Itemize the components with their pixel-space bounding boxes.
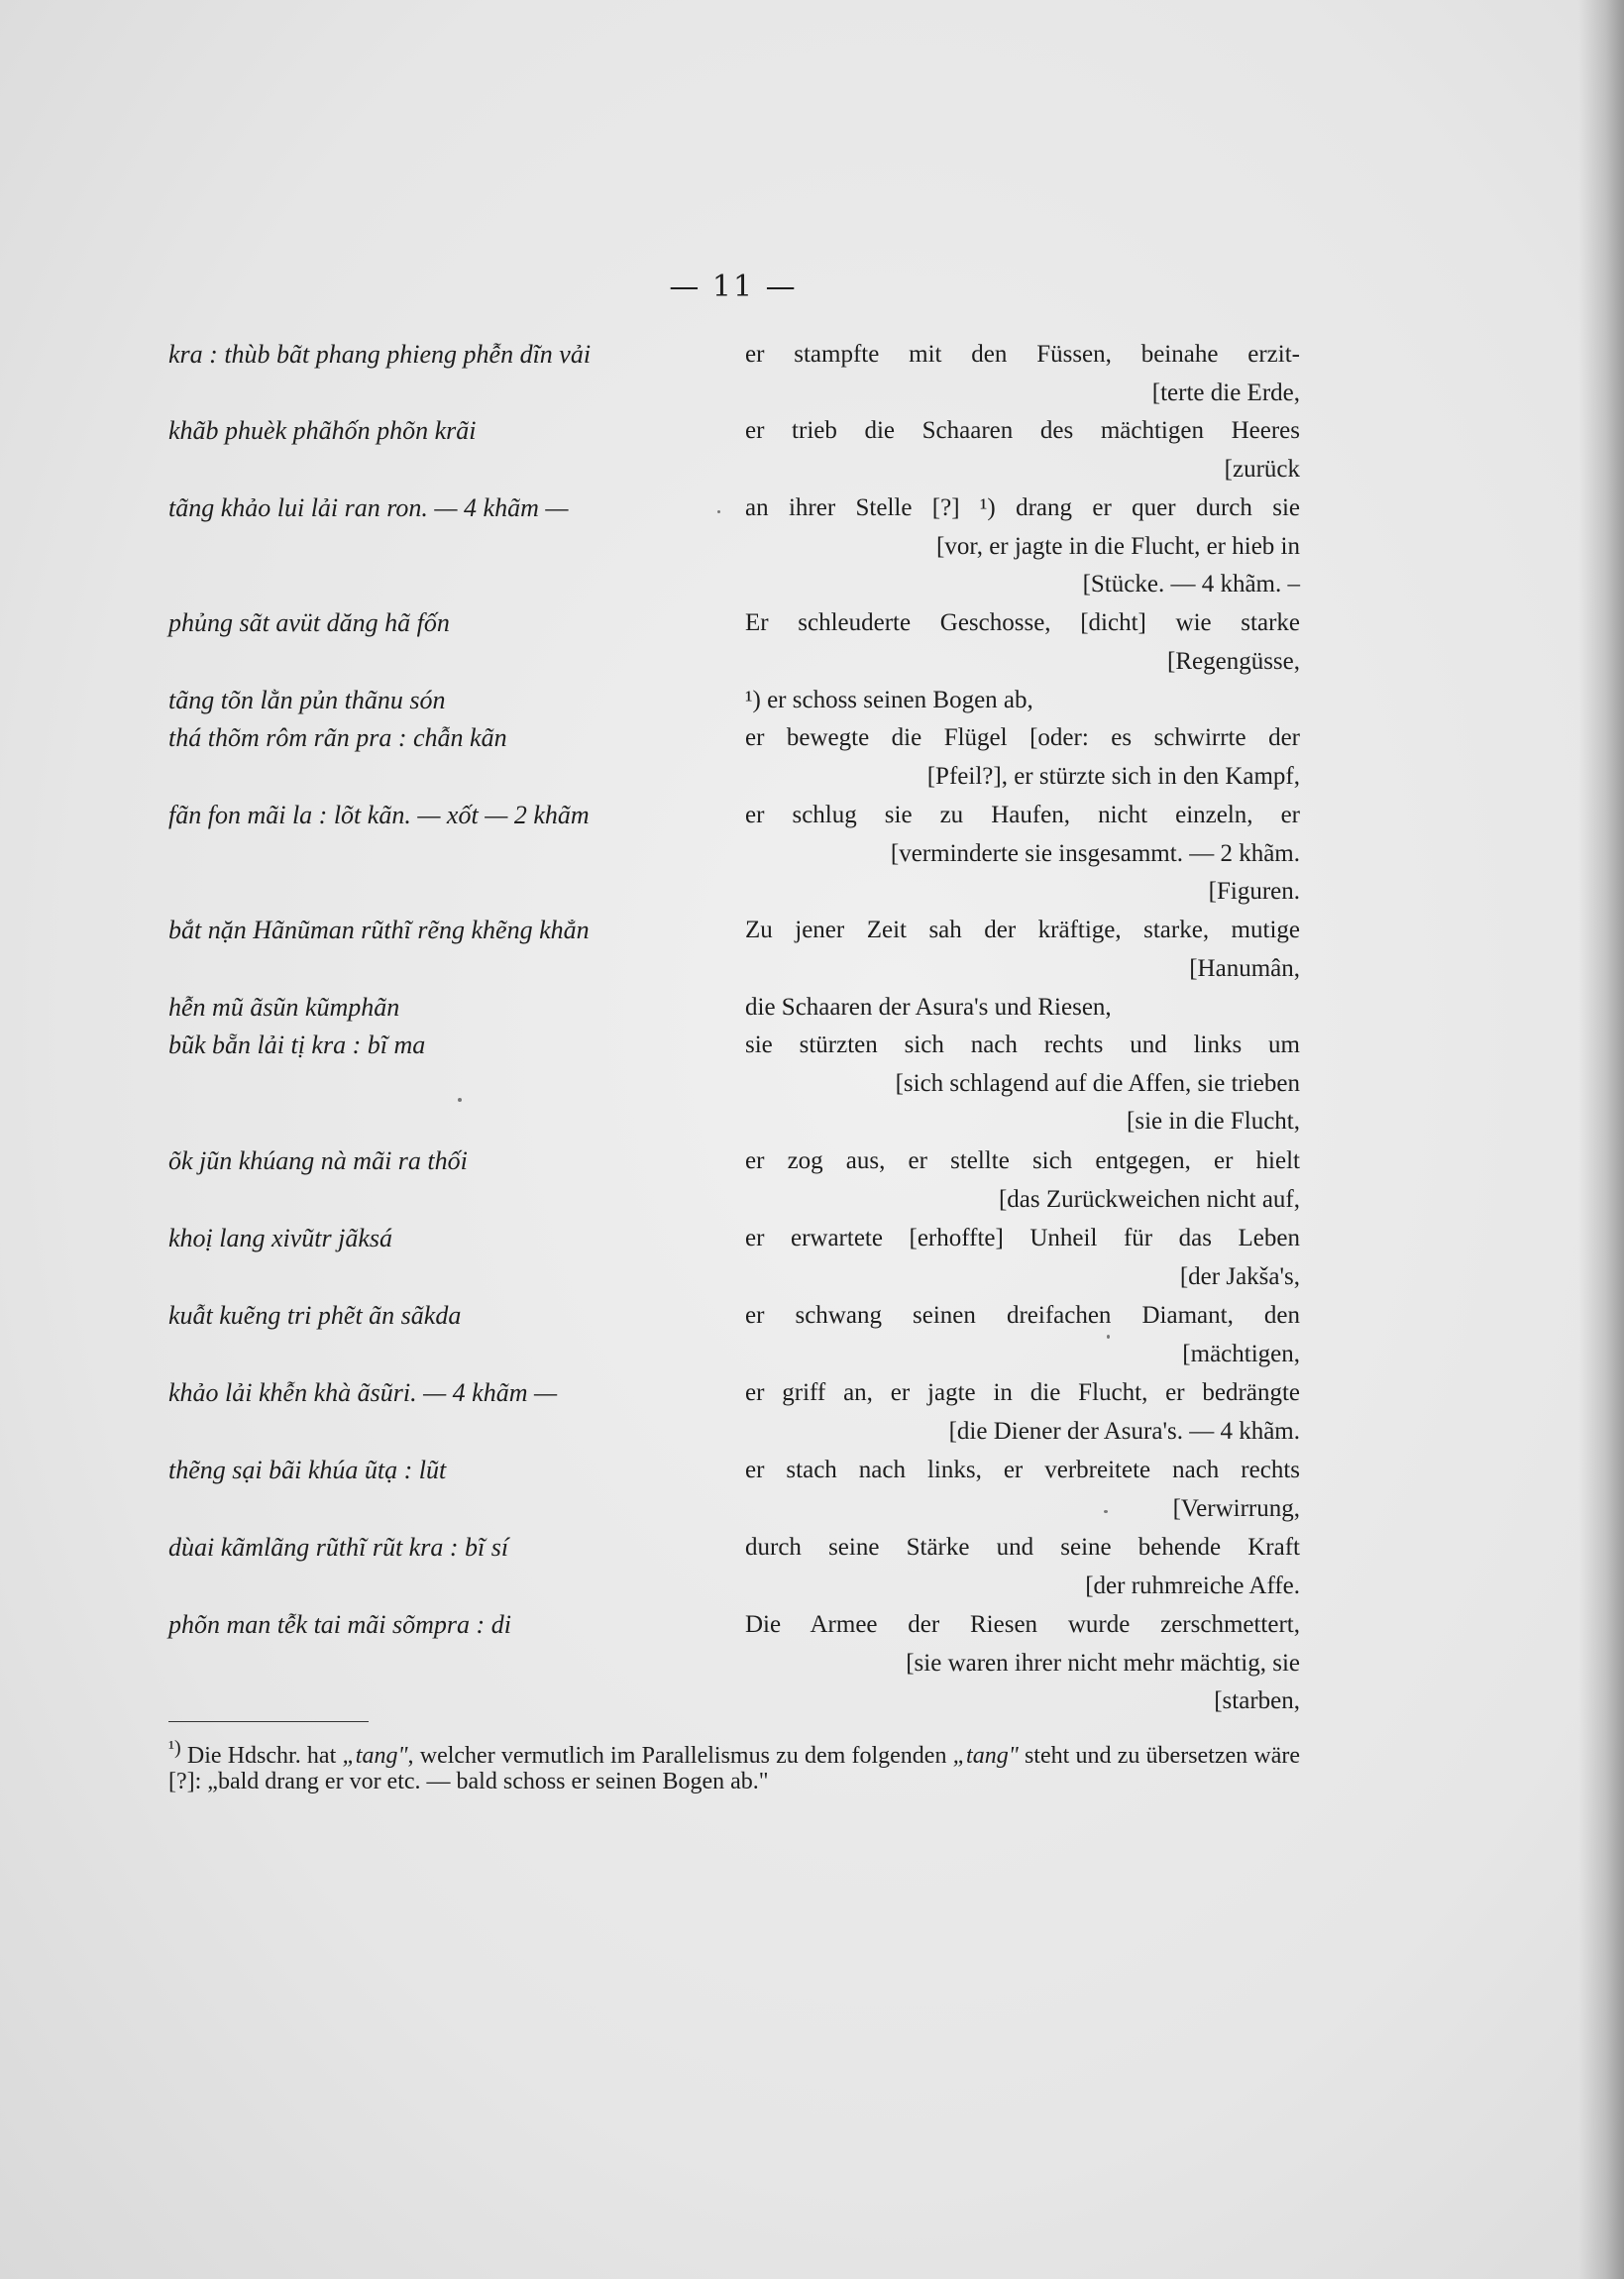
translation-line: [starben, (1214, 1687, 1300, 1714)
translation-line: [vor, er jagte in die Flucht, er hieb in (936, 532, 1300, 560)
page-edge-shadow (1578, 0, 1624, 2279)
german-translation (745, 1142, 1300, 1219)
translation-line: [der Jakša's, (1179, 1262, 1300, 1290)
translation-line: [Regengüsse, (1167, 647, 1300, 675)
translation-line: er schlug sie zu Haufen, nicht einzeln, er (745, 802, 1300, 828)
scan-speck (458, 1098, 462, 1102)
translation-line: er zog aus, er stellte sich entgegen, er hielt (745, 1147, 1300, 1174)
thai-verse: fãn fon mãi la : lõt kãn. — xốt — 2 khãm (168, 801, 590, 829)
translation-line: [zurück (1224, 455, 1300, 483)
thai-verse: dùai kãmlãng rũthĩ rũt kra : bĩ sí (168, 1533, 509, 1562)
thai-verse: khãb phuèk phãhốn phõn krãi (168, 416, 477, 445)
translation-line: [Verwirrung, (1172, 1494, 1300, 1522)
translation-line: [die Diener der Asura's. — 4 khãm. (948, 1417, 1300, 1445)
thai-verse: thẽng sại bãi khúa ũtạ : lũt (168, 1456, 447, 1484)
translation-line: Die Armee der Riesen wurde zerschmettert, (745, 1611, 1300, 1638)
thai-verse: õk jũn khúang nà mãi ra thối (168, 1146, 468, 1175)
translation-line: er bewegte die Flügel [oder: es schwirrte der (745, 724, 1300, 751)
thai-verse: phõn man tễk tai mãi sõmpra : di (168, 1610, 511, 1639)
footnote-text: steht und zu übersetzen wäre [?]: „bald drang er vor etc. — bald schoss er seinen Bogen ab." (168, 1743, 1300, 1794)
thai-verse: thá thõm rôm rãn pra : chẫn kãn (168, 723, 507, 752)
german-translation (745, 1027, 1300, 1141)
german-translation (745, 1297, 1300, 1373)
translation-line: [sie waren ihrer nicht mehr mächtig, sie (906, 1649, 1300, 1677)
footnote-divider (168, 1721, 369, 1722)
thai-verse: bũk bẵn lải tị kra : bĩ ma (168, 1031, 426, 1059)
german-translation (745, 336, 1300, 412)
footnote-text: , welcher vermutlich im Parallelismus zu dem folgenden (407, 1743, 947, 1769)
scan-speck (717, 510, 720, 513)
german-translation (745, 912, 1300, 988)
scan-speck (1104, 1510, 1108, 1513)
german-translation (745, 1220, 1300, 1296)
german-translation (745, 682, 1300, 720)
page-number: — 11 — (669, 270, 798, 304)
translation-line: Zu jener Zeit sah der kräftige, starke, mutige (745, 917, 1300, 943)
footnote-quote: „tang" (342, 1743, 408, 1769)
thai-verse: bắt nặn Hãnũman rũthĩ rẽng khẽng khẳn (168, 916, 590, 944)
footnote-marker: ¹) (168, 1737, 181, 1759)
translation-line: durch seine Stärke und seine behende Kraft (745, 1534, 1300, 1561)
translation-line: [mächtigen, (1182, 1340, 1300, 1367)
thai-verse: kuẫt kuẽng tri phẽt ãn sãkda (168, 1301, 462, 1330)
german-translation (745, 412, 1300, 488)
footnote (168, 1735, 1300, 1794)
translation-line: er erwartete [erhoffte] Unheil für das Leben (745, 1225, 1300, 1251)
german-translation (745, 1374, 1300, 1451)
german-translation (745, 1452, 1300, 1528)
translation-line: er trieb die Schaaren des mächtigen Heeres (745, 417, 1300, 444)
translation-line: er stach nach links, er verbreitete nach rechts (745, 1457, 1300, 1483)
german-translation (745, 489, 1300, 604)
thai-verse: kra : thùb bãt phang phieng phễn dĩn vải (168, 340, 592, 369)
translation-line: [sich schlagend auf die Affen, sie trieben (895, 1069, 1300, 1097)
thai-verse: tãng khảo lui lải ran ron. — 4 khãm — (168, 493, 569, 522)
translation-line: [Figuren. (1208, 878, 1300, 905)
translation-line: [sie in die Flucht, (1127, 1108, 1300, 1135)
translation-line: Er schleuderte Geschosse, [dicht] wie starke (745, 609, 1300, 636)
thai-verse: khoị lang xivũtr jãksá (168, 1224, 393, 1252)
translation-line: [terte die Erde, (1151, 379, 1300, 406)
translation-line: [Stücke. — 4 khãm. – (1082, 571, 1300, 597)
german-translation (745, 604, 1300, 681)
translation-line: er griff an, er jagte in die Flucht, er bedrängte (745, 1379, 1300, 1406)
translation-line: ¹) er schoss seinen Bogen ab, (745, 687, 1033, 713)
thai-verse: tãng tõn lằn pủn thãnu són (168, 686, 446, 714)
translation-line: er schwang seinen dreifachen Diamant, den (745, 1302, 1300, 1329)
german-translation (745, 989, 1300, 1028)
german-translation (745, 797, 1300, 912)
footnote-text: Die Hdschr. hat (186, 1743, 337, 1769)
translation-line: sie stürzten sich nach rechts und links um (745, 1031, 1300, 1058)
translation-line: die Schaaren der Asura's und Riesen, (745, 994, 1112, 1021)
german-translation (745, 1529, 1300, 1605)
translation-line: an ihrer Stelle [?] ¹) drang er quer durch sie (745, 494, 1300, 521)
translation-line: [das Zurückweichen nicht auf, (998, 1185, 1300, 1213)
translation-line: [verminderte sie insgesammt. — 2 khãm. (890, 839, 1300, 867)
translation-line: er stampfte mit den Füssen, beinahe erzit- (745, 341, 1300, 368)
translation-line: [der ruhmreiche Affe. (1085, 1572, 1300, 1599)
german-translation (745, 719, 1300, 796)
translation-line: [Hanumân, (1189, 954, 1300, 982)
german-translation (745, 1606, 1300, 1721)
thai-verse: khảo lải khễn khà ãsũri. — 4 khãm — (168, 1378, 558, 1407)
scan-speck (1107, 1335, 1110, 1339)
thai-verse: phủng sãt avüt dăng hã fốn (168, 608, 450, 637)
translation-line: [Pfeil?], er stürzte sich in den Kampf, (926, 762, 1300, 790)
thai-verse: hễn mũ ãsũn kũmphãn (168, 993, 400, 1022)
footnote-quote: „tang" (952, 1743, 1019, 1769)
